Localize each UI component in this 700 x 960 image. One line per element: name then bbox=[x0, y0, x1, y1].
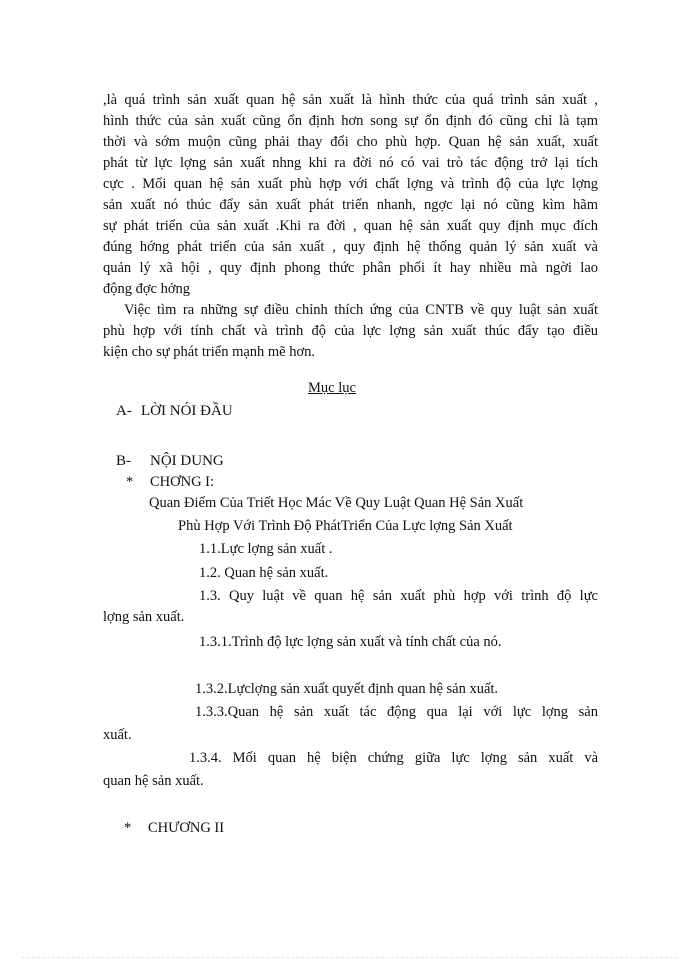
toc-section-1-3: 1.3. Quy luật về quan hệ sản xuất phù hợp với trình độ lực bbox=[199, 588, 598, 604]
paragraph-1-line: cực . Mối quan hệ sản xuất phù hợp với chất lợng và trình độ của lực lợng bbox=[103, 176, 598, 192]
toc-b-marker: B- bbox=[116, 453, 131, 469]
toc-chapter-1-title: Quan Điểm Của Triết Học Mác Về Quy Luật Quan Hệ Sản Xuất bbox=[149, 495, 524, 511]
paragraph-1-line: thời và sớm muộn cũng phải thay đổi cho phù hợp. Quan hệ sản xuất, xuất bbox=[103, 134, 598, 150]
toc-a-marker: A- bbox=[116, 403, 132, 419]
paragraph-1-line: đúng hớng phát triển của sản xuất , quy định hệ thống quản lý sản xuất và bbox=[103, 239, 598, 255]
toc-section-1-3-3-cont: xuất. bbox=[103, 727, 132, 743]
toc-chapter-1-label: CHƠNG I: bbox=[150, 474, 215, 490]
toc-title: Mục lục bbox=[308, 380, 356, 396]
paragraph-1-line: quản lý xã hội , quy định phong thức phân phối ít hay nhiều mà ngời lao bbox=[103, 260, 598, 276]
bullet-star: * bbox=[126, 474, 134, 490]
toc-chapter-2-label: CHƯƠNG II bbox=[148, 820, 225, 836]
paragraph-1-line: động đợc hởng bbox=[103, 281, 191, 297]
bullet-star: * bbox=[124, 820, 132, 836]
toc-section-1-3-3: 1.3.3.Quan hệ sản xuất tác động qua lại với lực lợng sản bbox=[195, 704, 598, 720]
toc-section-1-3-1: 1.3.1.Trình độ lực lợng sản xuất và tính chất của nó. bbox=[199, 634, 502, 650]
toc-section-1-3-4-cont: quan hệ sản xuất. bbox=[103, 773, 204, 789]
toc-chapter-1-title: Phù Hợp Với Trình Độ PhátTriển Của Lực lợng Sản Xuất bbox=[178, 518, 513, 534]
toc-b-label: NỘI DUNG bbox=[150, 453, 224, 469]
page-bottom-divider bbox=[22, 957, 678, 958]
toc-section-1-1: 1.1.Lực lợng sản xuất . bbox=[199, 541, 333, 557]
toc-section-1-3-2: 1.3.2.Lựclợng sản xuất quyết định quan hệ sản xuất. bbox=[195, 681, 499, 697]
paragraph-1-line: phát từ lực lợng sản xuất nhng khi ra đời nó có vai trò tác động trở lại tích bbox=[103, 155, 598, 171]
toc-section-1-3-4: 1.3.4. Mối quan hệ biện chứng giữa lực lợng sản xuất và bbox=[189, 750, 598, 766]
paragraph-2-line: Việc tìm ra những sự điều chỉnh thích ứng của CNTB về quy luật sản xuất bbox=[124, 302, 598, 318]
paragraph-2-line: kiện cho sự phát triển mạnh mẽ hơn. bbox=[103, 344, 316, 360]
paragraph-1-line: sự phát triển của sản xuất .Khi ra đời , quan hệ sản xuất quy định mục đích bbox=[103, 218, 598, 234]
paragraph-1-line: hình thức của sản xuất cũng ổn định hơn song sự ổn định đó cũng chỉ là tạm bbox=[103, 113, 598, 129]
paragraph-2-line: phù hợp với tính chất và trình độ của lực lợng sản xuất thúc đẩy tạo điều bbox=[103, 323, 598, 339]
paragraph-1-line: sản xuất nó thúc đẩy sản xuất phát triển nhanh, ngợc lại nó cũng kìm hãm bbox=[103, 197, 598, 213]
toc-section-1-3-cont: lợng sản xuất. bbox=[103, 609, 185, 625]
paragraph-1-line: ,là quá trình sản xuất quan hệ sản xuất là hình thức của quá trình sản xuất , bbox=[103, 92, 598, 108]
toc-a-label: LỜI NÓI ĐẦU bbox=[141, 403, 233, 419]
toc-section-1-2: 1.2. Quan hệ sản xuất. bbox=[199, 565, 329, 581]
